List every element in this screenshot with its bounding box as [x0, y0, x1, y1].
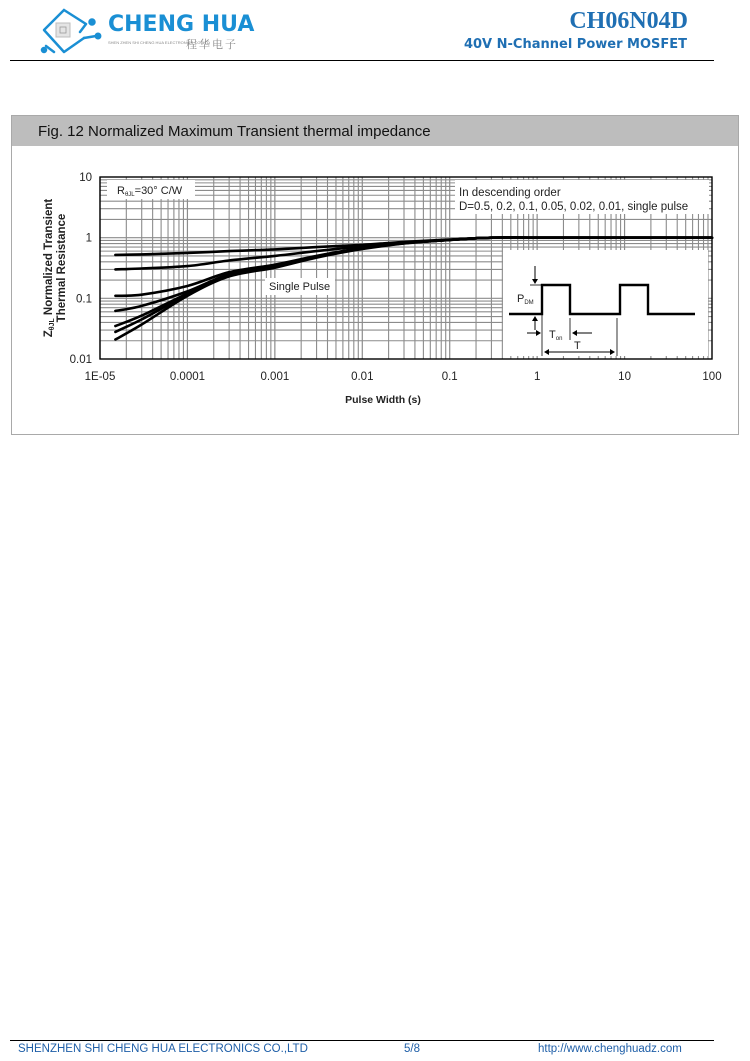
pulse-waveform-inset — [503, 250, 708, 356]
part-number: CH06N04D — [569, 8, 688, 34]
ton-label: Ton — [549, 329, 563, 342]
x-axis-label: Pulse Width (s) — [345, 394, 421, 406]
y-axis-tick-labels — [70, 172, 92, 366]
inset-background — [503, 250, 708, 356]
y-tick-label: 0.01 — [69, 354, 92, 366]
y-tick-label: 0.1 — [76, 293, 92, 306]
pdm-label: PDM — [517, 293, 534, 306]
single-pulse-label: Single Pulse — [269, 281, 331, 293]
rth-label: RθJL=30° C/W — [117, 185, 183, 198]
part-description: 40V N-Channel Power MOSFET — [463, 37, 687, 52]
brand-chinese-name: 程华电子 — [186, 38, 238, 51]
x-tick-label: 1E-05 — [84, 371, 116, 383]
x-tick-label: 0.01 — [351, 371, 374, 383]
x-tick-label: 100 — [702, 371, 722, 383]
y-axis-label — [43, 199, 68, 338]
y-axis-label-line-2: Thermal Resistance — [56, 213, 68, 323]
brand-name: CHENG HUA — [108, 12, 255, 37]
figure-title: Fig. 12 Normalized Maximum Transient thermal impedance — [38, 123, 431, 140]
x-axis-tick-labels — [85, 371, 722, 383]
footer-url[interactable]: http://www.chenghuadz.com — [538, 1043, 682, 1055]
brand-tagline: SHEN ZHEN SHI CHENG HUA ELECTRONICS CO.,LTD — [108, 40, 210, 45]
x-tick-label: 0.1 — [441, 371, 458, 383]
legend-line-2: D=0.5, 0.2, 0.1, 0.05, 0.02, 0.01, single pulse — [459, 201, 689, 213]
footer-page-number: 5/8 — [404, 1043, 420, 1055]
x-tick-label: 0.001 — [260, 371, 290, 383]
legend-line-1: In descending order — [459, 187, 561, 199]
y-tick-label: 10 — [79, 172, 92, 184]
footer-company: SHENZHEN SHI CHENG HUA ELECTRONICS CO.,LTD — [18, 1043, 308, 1055]
y-tick-label: 1 — [85, 232, 92, 245]
x-tick-label: 10 — [618, 371, 631, 383]
y-axis-label-line-1: ZθJL Normalized Transient — [43, 198, 56, 338]
period-label: T — [574, 340, 581, 352]
footer-divider — [10, 1040, 714, 1041]
x-tick-label: 1 — [533, 371, 541, 383]
thermal-impedance-chart — [0, 0, 750, 440]
x-tick-label: 0.0001 — [169, 371, 206, 383]
